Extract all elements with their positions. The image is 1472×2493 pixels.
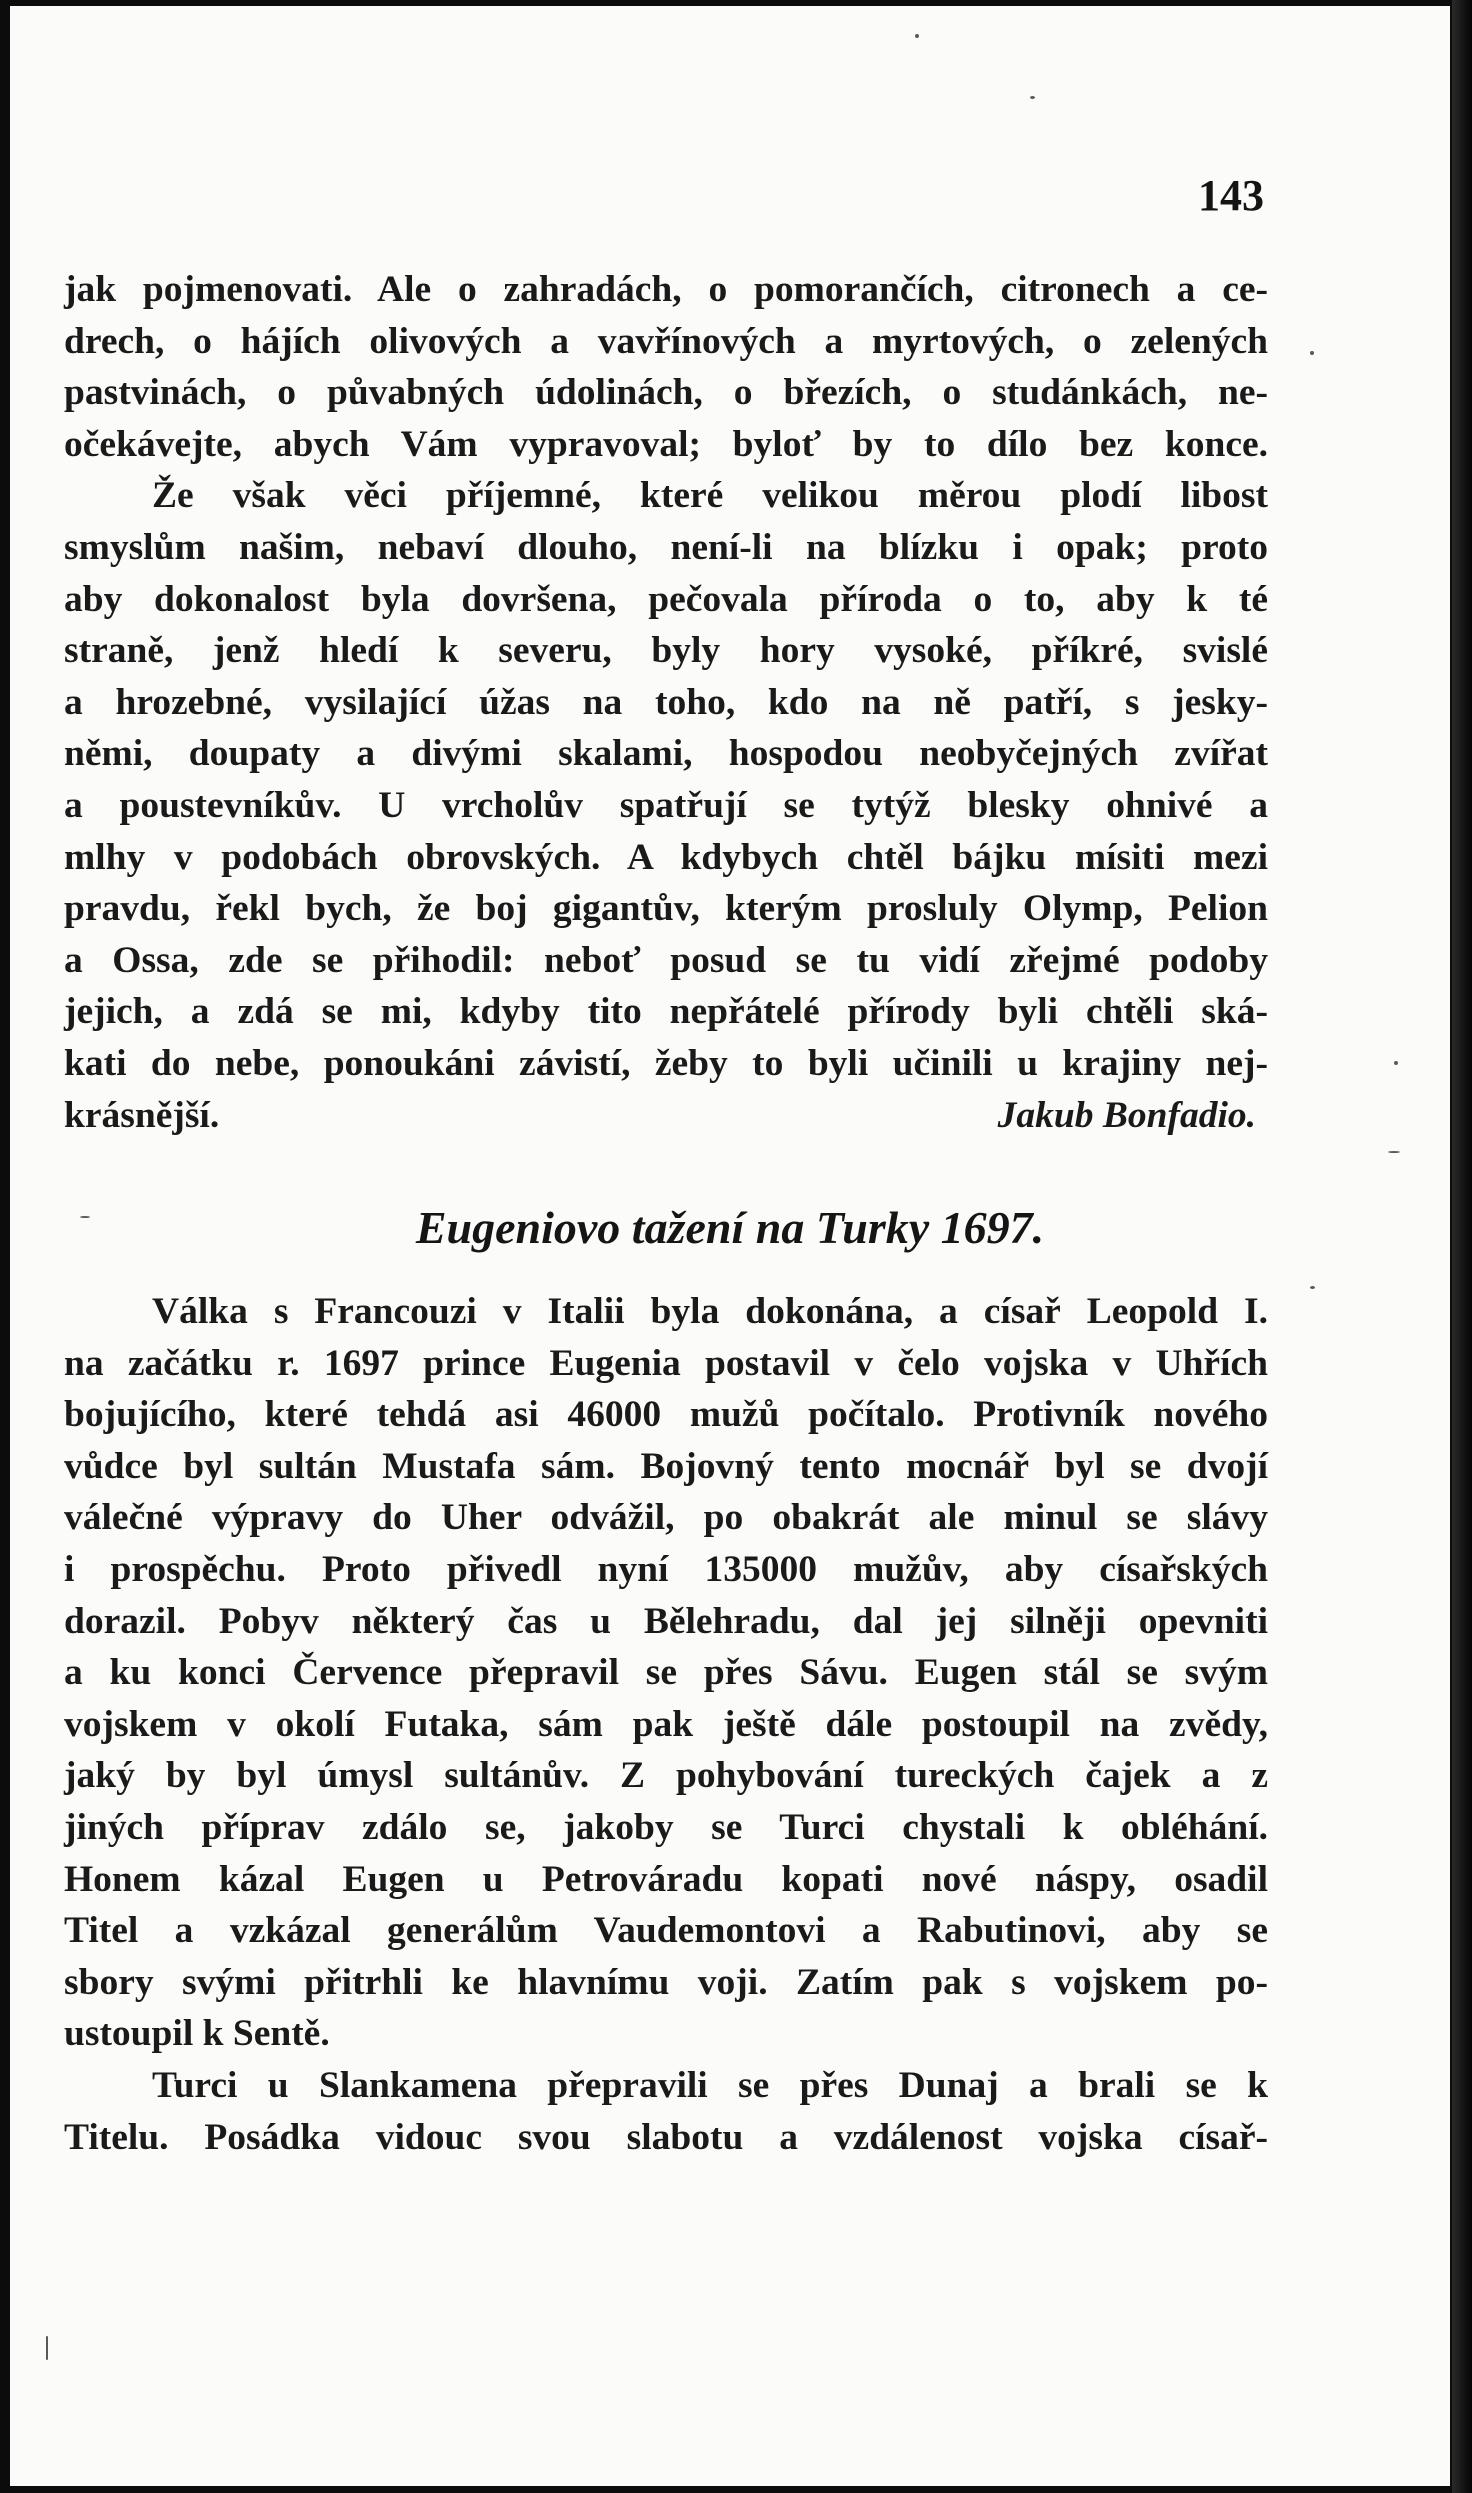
text-line: vojskem v okolí Futaka, sám pak ještě dále postoupil na zvědy, [64,1703,1268,1745]
text-line: a hrozebné, vysilající úžas na toho, kdo na ně patří, s jesky- [64,681,1268,723]
text-line: Že však věci příjemné, které velikou měrou plodí libost [152,475,1268,517]
paragraph-3 [64,1286,1268,2060]
closing-line [64,1090,1268,1142]
text-line: válečné výpravy do Uher odvážil, po obakrát ale minul se slávy [64,1497,1268,1539]
text-line: na začátku r. 1697 prince Eugenia postavil v čelo vojska v Uhřích [64,1342,1268,1384]
text-line: němi, doupaty a divými skalami, hospodou neobyčejných zvířat [64,733,1268,775]
text-line: jiných příprav zdálo se, jakoby se Turci chystali k obléhání. [64,1806,1268,1848]
scan-speck [915,34,919,38]
signature: Jakub Bonfadio. [997,1094,1256,1136]
text-line: Turci u Slankamena přepravili se přes Dunaj a brali se k [152,2065,1268,2106]
text-line: straně, jenž hledí k severu, byly hory vysoké, příkré, svislé [64,630,1268,672]
text-line: a poustevníkův. U vrcholův spatřují se tytýž blesky ohnivé a [64,784,1268,826]
scan-speck [1310,351,1314,355]
text-line: kati do nebe, ponoukáni závistí, žeby to byli učinili u krajiny nej- [64,1042,1268,1084]
text-line: jak pojmenovati. Ale o zahradách, o pomorančích, citronech a ce- [64,269,1268,310]
text-line: aby dokonalost byla dovršena, pečovala příroda o to, aby k té [64,578,1268,620]
paragraph-1 [64,264,1268,470]
text-line: pastvinách, o půvabných údolinách, o březích, o studánkách, ne- [64,372,1268,414]
text-line: drech, o hájích olivových a vavřínových a myrtových, o zelených [64,320,1268,362]
scan-speck [46,2336,48,2360]
text-line: Honem kázal Eugen u Petrováradu kopati nové náspy, osadil [64,1858,1268,1900]
text-line: a Ossa, zde se přihodil: neboť posud se tu vidí zřejmé podoby [64,939,1268,981]
text-line: dorazil. Pobyv některý čas u Bělehradu, dal jej silněji opevniti [64,1600,1268,1642]
text-line: a ku konci Července přepravil se přes Sávu. Eugen stál se svým [64,1652,1268,1694]
text-line: sbory svými přitrhli ke hlavnímu voji. Zatím pak s vojskem po- [64,1961,1268,2003]
text-line: krásnější. [64,1094,220,1136]
scan-speck [1030,96,1035,99]
book-page [10,6,1450,2486]
text-line: Válka s Francouzi v Italii byla dokonána, a císař Leopold I. [152,1291,1268,1332]
text-line: ustoupil k Sentě. [64,2013,330,2055]
scan-speck [1394,1061,1398,1065]
text-line: vůdce byl sultán Mustafa sám. Bojovný tento mocnář byl se dvojí [64,1445,1268,1487]
paragraph-2 [64,470,1268,1141]
scan-speck [1388,1151,1400,1153]
section-heading: Eugeniovo tažení na Turky 1697. [415,1202,1045,1253]
scan-edge [1452,0,1472,2493]
scan-speck [1310,1286,1315,1289]
scan-speck [80,1216,90,1218]
text-line: smyslům našim, nebaví dlouho, není-li na blízku i opak; proto [64,526,1268,568]
page-number: 143 [1198,171,1264,220]
text-line: očekávejte, abych Vám vypravoval; byloť by to dílo bez konce. [64,423,1268,465]
text-line: i prospěchu. Proto přivedl nyní 135000 mužův, aby císařských [64,1548,1268,1590]
text-line: pravdu, řekl bych, že boj gigantův, kterým prosluly Olymp, Pelion [64,888,1268,930]
text-line: jaký by byl úmysl sultánův. Z pohybování tureckých čajek a z [64,1755,1268,1797]
text-line: Titel a vzkázal generálům Vaudemontovi a Rabutinovi, aby se [64,1910,1268,1952]
text-line: mlhy v podobách obrovských. A kdybych chtěl bájku mísiti mezi [64,836,1268,878]
text-line: bojujícího, které tehdá asi 46000 mužů počítalo. Protivník nového [64,1394,1268,1436]
paragraph-4 [64,2060,1268,2163]
text-line: jejich, a zdá se mi, kdyby tito nepřátelé přírody byli chtěli ská- [64,991,1268,1033]
text-line: Titelu. Posádka vidouc svou slabotu a vzdálenost vojska císař- [64,2116,1268,2158]
